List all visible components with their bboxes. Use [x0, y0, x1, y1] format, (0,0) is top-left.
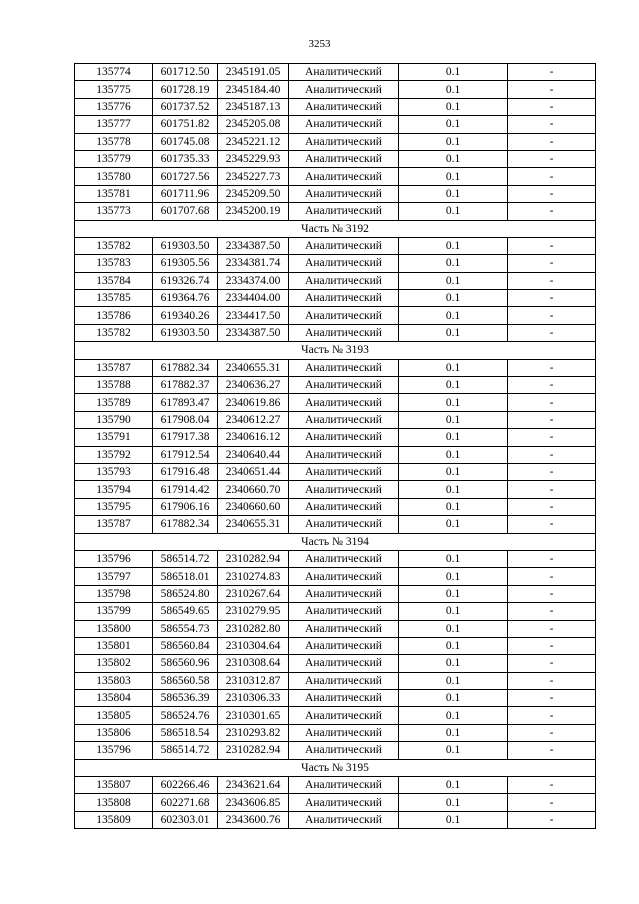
y-coordinate-cell: 2340660.70	[218, 481, 289, 498]
x-coordinate-cell: 586514.72	[153, 742, 218, 759]
point-id-cell: 135806	[75, 724, 153, 741]
x-coordinate-cell: 601711.96	[153, 185, 218, 202]
x-coordinate-cell: 619303.50	[153, 324, 218, 341]
x-coordinate-cell: 586518.54	[153, 724, 218, 741]
accuracy-cell: 0.1	[399, 394, 508, 411]
table-row	[75, 446, 596, 463]
method-cell: Аналитический	[289, 637, 399, 654]
method-cell: Аналитический	[289, 307, 399, 324]
extra-cell: -	[508, 655, 596, 672]
table-row	[75, 463, 596, 480]
y-coordinate-cell: 2334387.50	[218, 324, 289, 341]
accuracy-cell: 0.1	[399, 307, 508, 324]
point-id-cell: 135785	[75, 290, 153, 307]
extra-cell: -	[508, 498, 596, 515]
accuracy-cell: 0.1	[399, 237, 508, 254]
y-coordinate-cell: 2310301.65	[218, 707, 289, 724]
point-id-cell: 135787	[75, 516, 153, 533]
x-coordinate-cell: 602271.68	[153, 794, 218, 811]
point-id-cell: 135798	[75, 585, 153, 602]
y-coordinate-cell: 2340660.60	[218, 498, 289, 515]
y-coordinate-cell: 2345229.93	[218, 150, 289, 167]
y-coordinate-cell: 2345191.05	[218, 64, 289, 81]
table-row	[75, 81, 596, 98]
method-cell: Аналитический	[289, 81, 399, 98]
table-row	[75, 794, 596, 811]
accuracy-cell: 0.1	[399, 411, 508, 428]
point-id-cell: 135788	[75, 377, 153, 394]
method-cell: Аналитический	[289, 116, 399, 133]
method-cell: Аналитический	[289, 394, 399, 411]
method-cell: Аналитический	[289, 585, 399, 602]
y-coordinate-cell: 2334381.74	[218, 255, 289, 272]
extra-cell: -	[508, 203, 596, 220]
point-id-cell: 135808	[75, 794, 153, 811]
method-cell: Аналитический	[289, 429, 399, 446]
point-id-cell: 135789	[75, 394, 153, 411]
point-id-cell: 135799	[75, 603, 153, 620]
x-coordinate-cell: 601707.68	[153, 203, 218, 220]
y-coordinate-cell: 2310293.82	[218, 724, 289, 741]
accuracy-cell: 0.1	[399, 672, 508, 689]
method-cell: Аналитический	[289, 237, 399, 254]
section-title: Часть № 3195	[75, 759, 596, 776]
x-coordinate-cell: 617882.37	[153, 377, 218, 394]
accuracy-cell: 0.1	[399, 290, 508, 307]
section-title: Часть № 3192	[75, 220, 596, 237]
y-coordinate-cell: 2345227.73	[218, 168, 289, 185]
extra-cell: -	[508, 150, 596, 167]
y-coordinate-cell: 2345184.40	[218, 81, 289, 98]
y-coordinate-cell: 2310312.87	[218, 672, 289, 689]
extra-cell: -	[508, 377, 596, 394]
point-id-cell: 135781	[75, 185, 153, 202]
method-cell: Аналитический	[289, 272, 399, 289]
table-row	[75, 811, 596, 828]
extra-cell: -	[508, 185, 596, 202]
x-coordinate-cell: 619303.50	[153, 237, 218, 254]
accuracy-cell: 0.1	[399, 516, 508, 533]
extra-cell: -	[508, 116, 596, 133]
table-row	[75, 724, 596, 741]
table-row	[75, 185, 596, 202]
point-id-cell: 135786	[75, 307, 153, 324]
y-coordinate-cell: 2310282.94	[218, 550, 289, 567]
method-cell: Аналитический	[289, 498, 399, 515]
point-id-cell: 135795	[75, 498, 153, 515]
extra-cell: -	[508, 168, 596, 185]
x-coordinate-cell: 586549.65	[153, 603, 218, 620]
table-row	[75, 481, 596, 498]
y-coordinate-cell: 2340612.27	[218, 411, 289, 428]
y-coordinate-cell: 2340636.27	[218, 377, 289, 394]
x-coordinate-cell: 586560.84	[153, 637, 218, 654]
x-coordinate-cell: 586524.80	[153, 585, 218, 602]
table-row	[75, 290, 596, 307]
table-row	[75, 324, 596, 341]
x-coordinate-cell: 619364.76	[153, 290, 218, 307]
table-row	[75, 603, 596, 620]
y-coordinate-cell: 2340655.31	[218, 516, 289, 533]
extra-cell: -	[508, 603, 596, 620]
table-row	[75, 498, 596, 515]
x-coordinate-cell: 617882.34	[153, 359, 218, 376]
accuracy-cell: 0.1	[399, 272, 508, 289]
x-coordinate-cell: 602266.46	[153, 777, 218, 794]
table-row	[75, 394, 596, 411]
x-coordinate-cell: 601728.19	[153, 81, 218, 98]
point-id-cell: 135775	[75, 81, 153, 98]
point-id-cell: 135787	[75, 359, 153, 376]
y-coordinate-cell: 2310274.83	[218, 568, 289, 585]
point-id-cell: 135782	[75, 237, 153, 254]
section-title: Часть № 3194	[75, 533, 596, 550]
method-cell: Аналитический	[289, 516, 399, 533]
y-coordinate-cell: 2345200.19	[218, 203, 289, 220]
accuracy-cell: 0.1	[399, 359, 508, 376]
y-coordinate-cell: 2343600.76	[218, 811, 289, 828]
method-cell: Аналитический	[289, 794, 399, 811]
x-coordinate-cell: 601751.82	[153, 116, 218, 133]
accuracy-cell: 0.1	[399, 324, 508, 341]
method-cell: Аналитический	[289, 672, 399, 689]
point-id-cell: 135774	[75, 64, 153, 81]
extra-cell: -	[508, 724, 596, 741]
x-coordinate-cell: 617908.04	[153, 411, 218, 428]
accuracy-cell: 0.1	[399, 133, 508, 150]
extra-cell: -	[508, 429, 596, 446]
x-coordinate-cell: 619305.56	[153, 255, 218, 272]
table-row	[75, 637, 596, 654]
method-cell: Аналитический	[289, 411, 399, 428]
table-row	[75, 690, 596, 707]
point-id-cell: 135790	[75, 411, 153, 428]
method-cell: Аналитический	[289, 150, 399, 167]
extra-cell: -	[508, 394, 596, 411]
point-id-cell: 135776	[75, 98, 153, 115]
y-coordinate-cell: 2310282.94	[218, 742, 289, 759]
point-id-cell: 135803	[75, 672, 153, 689]
table-row	[75, 585, 596, 602]
y-coordinate-cell: 2310308.64	[218, 655, 289, 672]
section-header-row	[75, 220, 596, 237]
y-coordinate-cell: 2340640.44	[218, 446, 289, 463]
table-row	[75, 550, 596, 567]
y-coordinate-cell: 2310282.80	[218, 620, 289, 637]
extra-cell: -	[508, 255, 596, 272]
accuracy-cell: 0.1	[399, 168, 508, 185]
table-row	[75, 98, 596, 115]
y-coordinate-cell: 2343606.85	[218, 794, 289, 811]
x-coordinate-cell: 601745.08	[153, 133, 218, 150]
table-row	[75, 672, 596, 689]
extra-cell: -	[508, 568, 596, 585]
method-cell: Аналитический	[289, 568, 399, 585]
y-coordinate-cell: 2310279.95	[218, 603, 289, 620]
y-coordinate-cell: 2334404.00	[218, 290, 289, 307]
x-coordinate-cell: 601712.50	[153, 64, 218, 81]
method-cell: Аналитический	[289, 603, 399, 620]
method-cell: Аналитический	[289, 359, 399, 376]
table-row	[75, 742, 596, 759]
point-id-cell: 135780	[75, 168, 153, 185]
accuracy-cell: 0.1	[399, 498, 508, 515]
method-cell: Аналитический	[289, 707, 399, 724]
accuracy-cell: 0.1	[399, 655, 508, 672]
accuracy-cell: 0.1	[399, 64, 508, 81]
x-coordinate-cell: 617882.34	[153, 516, 218, 533]
extra-cell: -	[508, 672, 596, 689]
point-id-cell: 135807	[75, 777, 153, 794]
method-cell: Аналитический	[289, 324, 399, 341]
table-row	[75, 237, 596, 254]
accuracy-cell: 0.1	[399, 81, 508, 98]
extra-cell: -	[508, 481, 596, 498]
x-coordinate-cell: 619326.74	[153, 272, 218, 289]
extra-cell: -	[508, 64, 596, 81]
accuracy-cell: 0.1	[399, 690, 508, 707]
point-id-cell: 135782	[75, 324, 153, 341]
extra-cell: -	[508, 516, 596, 533]
y-coordinate-cell: 2345209.50	[218, 185, 289, 202]
x-coordinate-cell: 586560.58	[153, 672, 218, 689]
y-coordinate-cell: 2334374.00	[218, 272, 289, 289]
accuracy-cell: 0.1	[399, 742, 508, 759]
extra-cell: -	[508, 133, 596, 150]
point-id-cell: 135796	[75, 550, 153, 567]
point-id-cell: 135784	[75, 272, 153, 289]
accuracy-cell: 0.1	[399, 463, 508, 480]
accuracy-cell: 0.1	[399, 603, 508, 620]
method-cell: Аналитический	[289, 550, 399, 567]
table-row	[75, 568, 596, 585]
x-coordinate-cell: 617917.38	[153, 429, 218, 446]
y-coordinate-cell: 2345205.08	[218, 116, 289, 133]
extra-cell: -	[508, 742, 596, 759]
accuracy-cell: 0.1	[399, 377, 508, 394]
point-id-cell: 135801	[75, 637, 153, 654]
point-id-cell: 135778	[75, 133, 153, 150]
extra-cell: -	[508, 324, 596, 341]
extra-cell: -	[508, 290, 596, 307]
section-header-row	[75, 342, 596, 359]
point-id-cell: 135804	[75, 690, 153, 707]
table-row	[75, 359, 596, 376]
y-coordinate-cell: 2340619.86	[218, 394, 289, 411]
extra-cell: -	[508, 811, 596, 828]
accuracy-cell: 0.1	[399, 620, 508, 637]
method-cell: Аналитический	[289, 377, 399, 394]
accuracy-cell: 0.1	[399, 550, 508, 567]
extra-cell: -	[508, 620, 596, 637]
accuracy-cell: 0.1	[399, 255, 508, 272]
table-row	[75, 203, 596, 220]
accuracy-cell: 0.1	[399, 777, 508, 794]
method-cell: Аналитический	[289, 481, 399, 498]
extra-cell: -	[508, 777, 596, 794]
table-row	[75, 133, 596, 150]
x-coordinate-cell: 619340.26	[153, 307, 218, 324]
table-row	[75, 411, 596, 428]
accuracy-cell: 0.1	[399, 446, 508, 463]
accuracy-cell: 0.1	[399, 794, 508, 811]
x-coordinate-cell: 601727.56	[153, 168, 218, 185]
x-coordinate-cell: 586536.39	[153, 690, 218, 707]
extra-cell: -	[508, 411, 596, 428]
extra-cell: -	[508, 550, 596, 567]
method-cell: Аналитический	[289, 777, 399, 794]
table-row	[75, 516, 596, 533]
accuracy-cell: 0.1	[399, 724, 508, 741]
extra-cell: -	[508, 307, 596, 324]
table-row	[75, 255, 596, 272]
method-cell: Аналитический	[289, 724, 399, 741]
accuracy-cell: 0.1	[399, 568, 508, 585]
point-id-cell: 135800	[75, 620, 153, 637]
y-coordinate-cell: 2343621.64	[218, 777, 289, 794]
extra-cell: -	[508, 359, 596, 376]
extra-cell: -	[508, 237, 596, 254]
accuracy-cell: 0.1	[399, 98, 508, 115]
accuracy-cell: 0.1	[399, 707, 508, 724]
method-cell: Аналитический	[289, 64, 399, 81]
table-row	[75, 64, 596, 81]
method-cell: Аналитический	[289, 463, 399, 480]
accuracy-cell: 0.1	[399, 637, 508, 654]
method-cell: Аналитический	[289, 203, 399, 220]
extra-cell: -	[508, 637, 596, 654]
x-coordinate-cell: 617916.48	[153, 463, 218, 480]
x-coordinate-cell: 617912.54	[153, 446, 218, 463]
point-id-cell: 135809	[75, 811, 153, 828]
extra-cell: -	[508, 707, 596, 724]
extra-cell: -	[508, 585, 596, 602]
method-cell: Аналитический	[289, 185, 399, 202]
table-row	[75, 777, 596, 794]
method-cell: Аналитический	[289, 255, 399, 272]
point-id-cell: 135779	[75, 150, 153, 167]
y-coordinate-cell: 2340651.44	[218, 463, 289, 480]
method-cell: Аналитический	[289, 98, 399, 115]
x-coordinate-cell: 617906.16	[153, 498, 218, 515]
y-coordinate-cell: 2340655.31	[218, 359, 289, 376]
section-title: Часть № 3193	[75, 342, 596, 359]
accuracy-cell: 0.1	[399, 185, 508, 202]
point-id-cell: 135793	[75, 463, 153, 480]
method-cell: Аналитический	[289, 620, 399, 637]
method-cell: Аналитический	[289, 290, 399, 307]
table-row	[75, 707, 596, 724]
table-row	[75, 655, 596, 672]
accuracy-cell: 0.1	[399, 150, 508, 167]
extra-cell: -	[508, 98, 596, 115]
table-row	[75, 272, 596, 289]
coordinates-table	[74, 63, 596, 829]
extra-cell: -	[508, 272, 596, 289]
y-coordinate-cell: 2345221.12	[218, 133, 289, 150]
accuracy-cell: 0.1	[399, 585, 508, 602]
point-id-cell: 135783	[75, 255, 153, 272]
point-id-cell: 135797	[75, 568, 153, 585]
method-cell: Аналитический	[289, 168, 399, 185]
extra-cell: -	[508, 81, 596, 98]
x-coordinate-cell: 617914.42	[153, 481, 218, 498]
point-id-cell: 135802	[75, 655, 153, 672]
page-number: 3253	[308, 38, 331, 50]
section-header-row	[75, 759, 596, 776]
section-header-row	[75, 533, 596, 550]
x-coordinate-cell: 586560.96	[153, 655, 218, 672]
point-id-cell: 135777	[75, 116, 153, 133]
y-coordinate-cell: 2334387.50	[218, 237, 289, 254]
x-coordinate-cell: 617893.47	[153, 394, 218, 411]
point-id-cell: 135791	[75, 429, 153, 446]
method-cell: Аналитический	[289, 446, 399, 463]
table-row	[75, 116, 596, 133]
table-row	[75, 150, 596, 167]
accuracy-cell: 0.1	[399, 116, 508, 133]
point-id-cell: 135796	[75, 742, 153, 759]
x-coordinate-cell: 602303.01	[153, 811, 218, 828]
y-coordinate-cell: 2310306.33	[218, 690, 289, 707]
x-coordinate-cell: 586554.73	[153, 620, 218, 637]
extra-cell: -	[508, 794, 596, 811]
extra-cell: -	[508, 446, 596, 463]
extra-cell: -	[508, 690, 596, 707]
y-coordinate-cell: 2310267.64	[218, 585, 289, 602]
method-cell: Аналитический	[289, 655, 399, 672]
point-id-cell: 135794	[75, 481, 153, 498]
point-id-cell: 135805	[75, 707, 153, 724]
point-id-cell: 135773	[75, 203, 153, 220]
table-row	[75, 168, 596, 185]
x-coordinate-cell: 601735.33	[153, 150, 218, 167]
accuracy-cell: 0.1	[399, 429, 508, 446]
x-coordinate-cell: 586514.72	[153, 550, 218, 567]
y-coordinate-cell: 2334417.50	[218, 307, 289, 324]
accuracy-cell: 0.1	[399, 481, 508, 498]
point-id-cell: 135792	[75, 446, 153, 463]
extra-cell: -	[508, 463, 596, 480]
method-cell: Аналитический	[289, 690, 399, 707]
table-row	[75, 620, 596, 637]
method-cell: Аналитический	[289, 133, 399, 150]
x-coordinate-cell: 586524.76	[153, 707, 218, 724]
y-coordinate-cell: 2340616.12	[218, 429, 289, 446]
accuracy-cell: 0.1	[399, 203, 508, 220]
method-cell: Аналитический	[289, 742, 399, 759]
y-coordinate-cell: 2310304.64	[218, 637, 289, 654]
method-cell: Аналитический	[289, 811, 399, 828]
x-coordinate-cell: 586518.01	[153, 568, 218, 585]
table-row	[75, 377, 596, 394]
table-row	[75, 429, 596, 446]
table-row	[75, 307, 596, 324]
x-coordinate-cell: 601737.52	[153, 98, 218, 115]
y-coordinate-cell: 2345187.13	[218, 98, 289, 115]
coordinates-table-body	[75, 64, 596, 829]
accuracy-cell: 0.1	[399, 811, 508, 828]
